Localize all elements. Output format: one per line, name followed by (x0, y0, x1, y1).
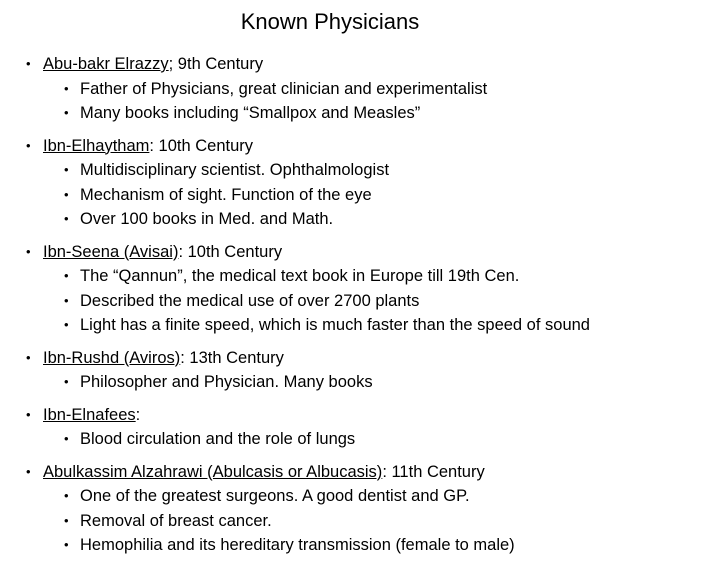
sub-point (24, 427, 718, 452)
sub-point-text: Father of Physicians, great clinician and experimentalist (80, 79, 488, 98)
sub-point (24, 533, 718, 558)
bullet-icon: • (64, 317, 69, 332)
sub-point-text: Many books including “Smallpox and Measles” (80, 104, 421, 122)
bullet-icon: • (26, 56, 31, 71)
sub-point (24, 207, 718, 232)
sub-point (24, 264, 718, 289)
physician-heading (24, 52, 718, 77)
sub-point-text: Light has a finite speed, which is much faster than the speed of sound (80, 316, 590, 334)
physician-heading (24, 403, 718, 428)
physician-heading (24, 240, 718, 265)
bullet-icon: • (64, 374, 69, 389)
bullet-icon: • (64, 537, 69, 552)
sub-point (24, 158, 718, 183)
sub-point-text: Described the medical use of over 2700 plants (80, 291, 420, 310)
bullet-icon: • (64, 292, 69, 308)
bullet-icon: • (26, 349, 31, 365)
physician-heading (24, 134, 718, 159)
bullet-icon: • (64, 162, 69, 177)
slide-title: Known Physicians (240, 9, 420, 34)
sub-point (24, 509, 718, 534)
sub-point-text: Multidisciplinary scientist. Ophthalmologist (80, 161, 390, 179)
physician-list (24, 52, 718, 566)
physician-name: Ibn-Seena (Avisai) (43, 242, 179, 261)
sub-point-text: Blood circulation and the role of lungs (80, 430, 356, 448)
physician-heading (24, 460, 718, 485)
physician-century: : 10th Century (149, 136, 254, 155)
sub-point (24, 183, 718, 208)
bullet-icon: • (26, 137, 31, 153)
physician-century: : 10th Century (178, 242, 283, 261)
bullet-icon: • (64, 268, 69, 283)
sub-point (24, 484, 718, 509)
bullet-icon: • (64, 211, 69, 226)
physician-name: Ibn-Rushd (Aviros) (43, 348, 181, 367)
sub-point (24, 101, 718, 126)
sub-point-text: Removal of breast cancer. (80, 511, 272, 530)
sub-point-text: Hemophilia and its hereditary transmission (female to male) (80, 536, 515, 554)
sub-point-text: The “Qannun”, the medical text book in Europe till 19th Cen. (80, 267, 520, 285)
sub-point (24, 289, 718, 314)
sub-point-text: Mechanism of sight. Function of the eye (80, 185, 372, 204)
physician-name: Ibn-Elnafees (43, 405, 136, 424)
sub-point-text: Philosopher and Physician. Many books (80, 373, 373, 391)
bullet-icon: • (26, 463, 31, 479)
physician-entry (24, 240, 718, 338)
sub-point (24, 370, 718, 395)
physician-century: : 13th Century (180, 348, 284, 367)
physician-name: Abu-bakr Elrazzy (43, 55, 169, 73)
bullet-icon: • (26, 243, 31, 259)
physician-entry (24, 134, 718, 232)
bullet-icon: • (26, 406, 31, 422)
bullet-icon: • (64, 80, 69, 96)
physician-entry (24, 460, 718, 558)
physician-entry (24, 346, 718, 395)
physician-name: Abulkassim Alzahrawi (Abulcasis or Albucasis) (43, 462, 383, 481)
physician-century: : 11th Century (382, 462, 485, 481)
bullet-icon: • (64, 488, 69, 503)
physician-century: : (135, 405, 141, 424)
physician-century: ; 9th Century (168, 55, 264, 73)
bullet-icon: • (64, 431, 69, 446)
physician-heading (24, 346, 718, 371)
bullet-icon: • (64, 186, 69, 202)
physician-entry (24, 403, 718, 452)
sub-point-text: One of the greatest surgeons. A good dentist and GP. (80, 487, 470, 505)
sub-point (24, 77, 718, 102)
bullet-icon: • (64, 512, 69, 528)
sub-point-text: Over 100 books in Med. and Math. (80, 210, 334, 228)
physician-name: Ibn-Elhaytham (43, 136, 150, 155)
bullet-icon: • (64, 105, 69, 120)
sub-point (24, 313, 718, 338)
physician-entry (24, 52, 718, 126)
